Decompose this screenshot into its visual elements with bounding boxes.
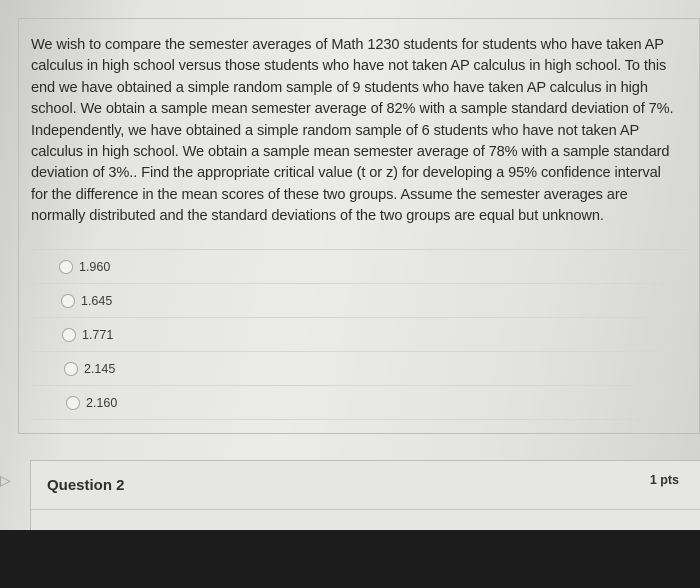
question-text bbox=[31, 35, 687, 228]
radio-button[interactable] bbox=[61, 294, 75, 308]
question-line: calculus in high school. We obtain a sample mean semester average of 78% with a sample standard bbox=[31, 144, 670, 161]
radio-button[interactable] bbox=[62, 328, 76, 342]
answer-label: 1.960 bbox=[79, 259, 111, 274]
question-line: end we have obtained a simple random sample of 9 students who have taken AP calculus in high bbox=[31, 79, 648, 96]
question-2-card bbox=[30, 460, 700, 532]
radio-button[interactable] bbox=[66, 396, 80, 410]
answer-option[interactable] bbox=[31, 250, 687, 284]
answer-option[interactable] bbox=[31, 386, 687, 420]
answer-option[interactable] bbox=[31, 318, 687, 352]
question-1-card bbox=[18, 18, 700, 434]
question-line: We wish to compare the semester averages of Math 1230 students for students who have taken AP bbox=[31, 37, 664, 53]
divider bbox=[31, 509, 700, 510]
question-line: normally distributed and the standard deviations of the two groups are equal but unknown. bbox=[31, 208, 604, 225]
answer-option[interactable] bbox=[31, 352, 687, 386]
question-line: for the difference in the mean scores of these two groups. Assume the semester averages are bbox=[31, 186, 628, 203]
answer-label: 1.645 bbox=[81, 293, 113, 308]
radio-button[interactable] bbox=[64, 362, 78, 376]
question-line: deviation of 3%.. Find the appropriate critical value (t or z) for developing a 95% confidence interval bbox=[31, 165, 661, 182]
answer-label: 2.145 bbox=[84, 361, 116, 376]
question-2-title: Question 2 bbox=[47, 477, 125, 494]
flag-icon[interactable]: ▷ bbox=[0, 472, 11, 488]
question-line: calculus in high school versus those students who have not taken AP calculus in high school. To this bbox=[31, 58, 667, 75]
answer-label: 1.771 bbox=[82, 327, 114, 342]
answer-label: 2.160 bbox=[86, 395, 118, 410]
radio-button[interactable] bbox=[59, 260, 73, 274]
answer-option[interactable] bbox=[31, 284, 687, 318]
question-line: Independently, we have obtained a simple random sample of 6 students who have not taken AP bbox=[31, 122, 640, 139]
question-2-points: 1 pts bbox=[649, 473, 679, 487]
monitor-bezel bbox=[0, 530, 700, 588]
answer-list bbox=[31, 249, 687, 420]
question-line: school. We obtain a sample mean semester average of 82% with a sample standard deviation of 7%. bbox=[31, 101, 674, 118]
